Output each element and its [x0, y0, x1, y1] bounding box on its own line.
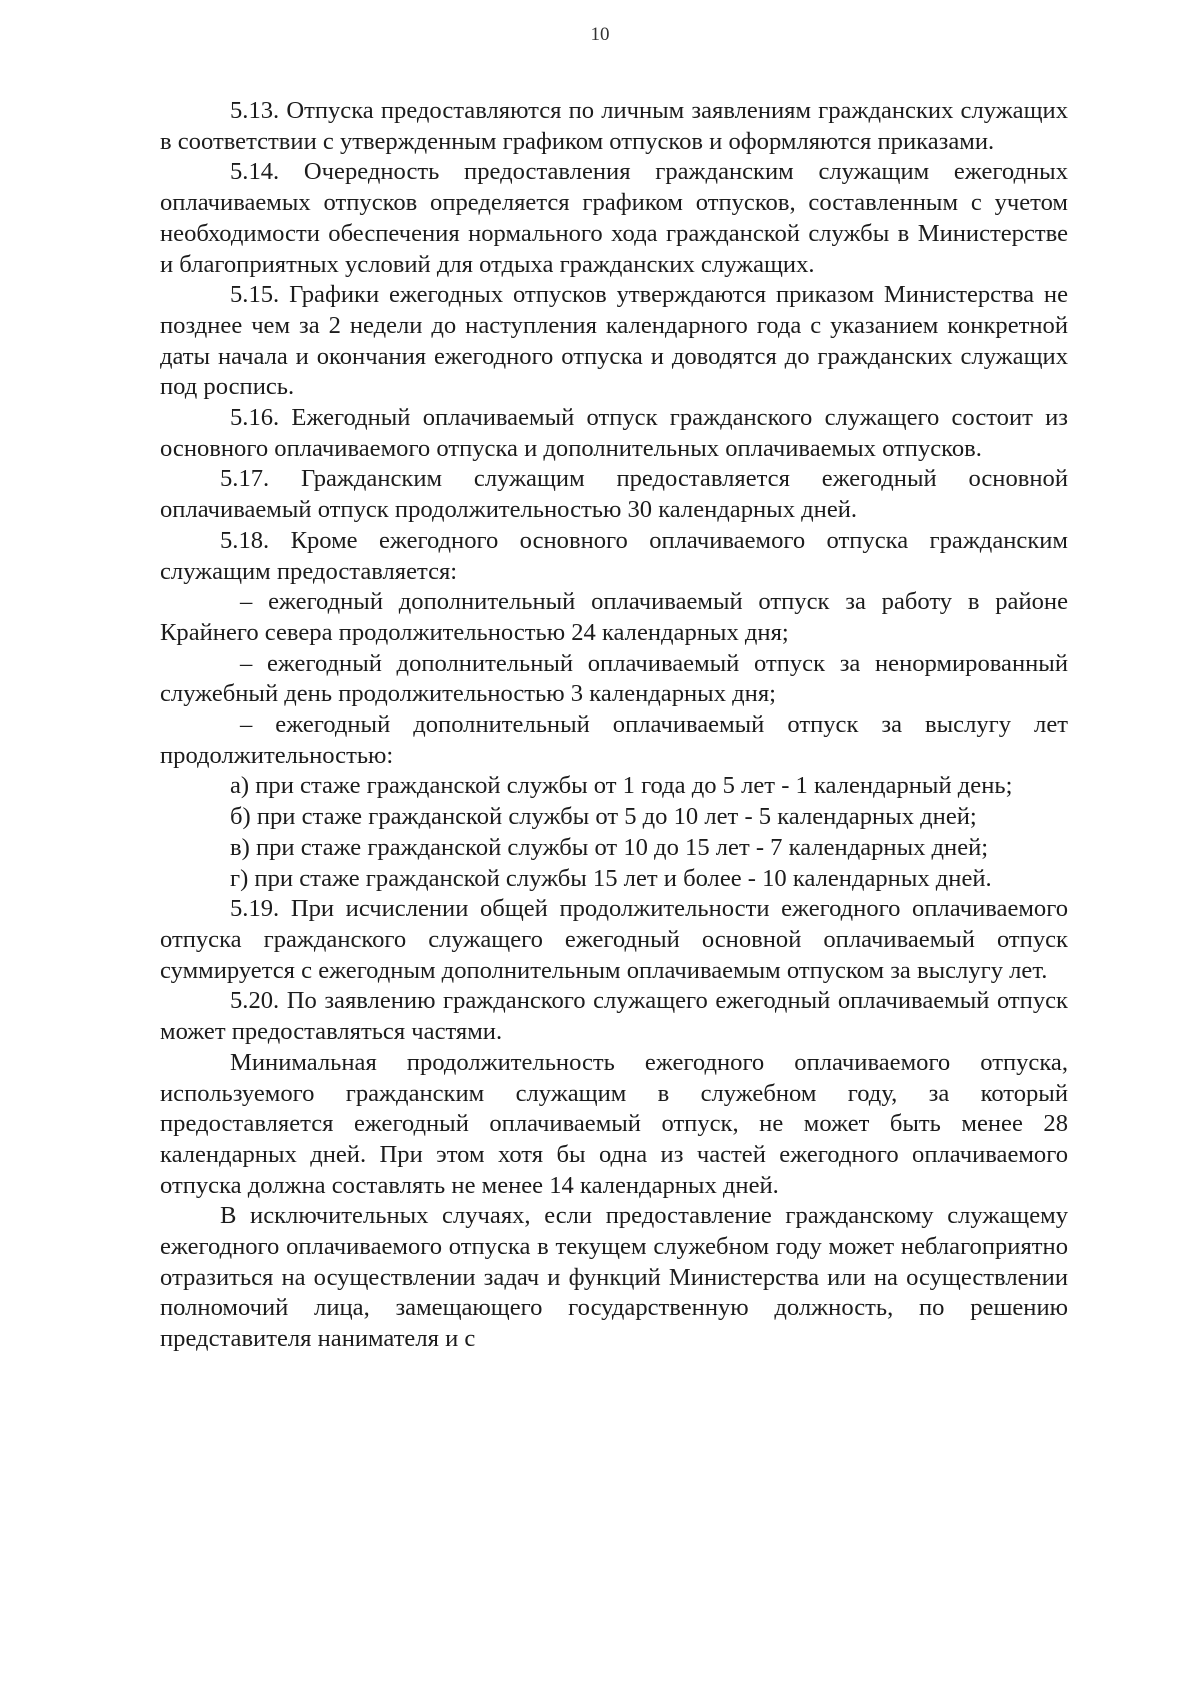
- document-body: [160, 96, 1068, 1355]
- list-item-seniority-d: г) при стаже гражданской службы 15 лет и более - 10 календарных дней.: [230, 864, 992, 892]
- paragraph-minimum-duration: Минимальная продолжительность ежегодного оплачиваемого отпуска, используемого гражданским служащим в служебном году, за который предоставляется ежегодный оплачиваемый отпуск, не может быть менее 28 календарных дней. При этом хотя бы одна из частей ежегодного оплачиваемого отпуска должна составлять не менее 14 календарных дней.: [160, 1048, 1068, 1199]
- list-item-seniority-c: в) при стаже гражданской службы от 10 до 15 лет - 7 календарных дней;: [230, 833, 989, 861]
- list-item-seniority-a: а) при стаже гражданской службы от 1 года до 5 лет - 1 календарный день;: [230, 772, 1013, 800]
- paragraph-5-18: 5.18. Кроме ежегодного основного оплачиваемого отпуска гражданским служащим предоставляется:: [160, 526, 1068, 585]
- list-item-seniority-b: б) при стаже гражданской службы от 5 до 10 лет - 5 календарных дней;: [230, 803, 977, 831]
- paragraph-5-20: 5.20. По заявлению гражданского служащего ежегодный оплачиваемый отпуск может предоставляться частями.: [160, 987, 1068, 1046]
- paragraph-5-13: 5.13. Отпуска предоставляются по личным заявлениям гражданских служащих в соответствии с утвержденным графиком отпусков и оформляются приказами.: [160, 97, 1068, 155]
- paragraph-5-16: 5.16. Ежегодный оплачиваемый отпуск гражданского служащего состоит из основного оплачиваемого отпуска и дополнительных оплачиваемых отпусков.: [160, 404, 1068, 462]
- list-item-irregular-day-leave: – ежегодный дополнительный оплачиваемый отпуск за ненормированный служебный день продолжительностью 3 календарных дня;: [160, 649, 1068, 708]
- page-number: 10: [590, 24, 610, 45]
- paragraph-5-17: 5.17. Гражданским служащим предоставляется ежегодный основной оплачиваемый отпуск продолжительностью 30 календарных дней.: [160, 465, 1068, 524]
- list-item-seniority-leave: – ежегодный дополнительный оплачиваемый отпуск за выслугу лет продолжительностью:: [160, 711, 1068, 769]
- paragraph-5-14: 5.14. Очередность предоставления гражданским служащим ежегодных оплачиваемых отпусков определяется графиком отпусков, составленным с учетом необходимости обеспечения нормального хода гражданской службы в Министерстве и благоприятных условий для отдыха гражданских служащих.: [160, 158, 1068, 278]
- paragraph-5-15: 5.15. Графики ежегодных отпусков утверждаются приказом Министерства не позднее чем за 2 недели до наступления календарного года с указанием конкретной даты начала и окончания ежегодного отпуска и доводятся до гражданских служащих под роспись.: [160, 281, 1068, 401]
- paragraph-5-19: 5.19. При исчислении общей продолжительности ежегодного оплачиваемого отпуска гражданского служащего ежегодный основной оплачиваемый отпуск суммируется с ежегодным дополнительным оплачиваемым отпуском за выслугу лет.: [160, 895, 1068, 984]
- paragraph-exceptional-cases: В исключительных случаях, если предоставление гражданскому служащему ежегодного оплачиваемого отпуска в текущем служебном году может неблагоприятно отразиться на осуществлении задач и функций Министерства или на осуществлении полномочий лица, замещающего государственную должность, по решению представителя нанимателя и с: [160, 1202, 1068, 1353]
- list-item-north-leave: – ежегодный дополнительный оплачиваемый отпуск за работу в районе Крайнего севера продолжительностью 24 календарных дня;: [160, 588, 1068, 646]
